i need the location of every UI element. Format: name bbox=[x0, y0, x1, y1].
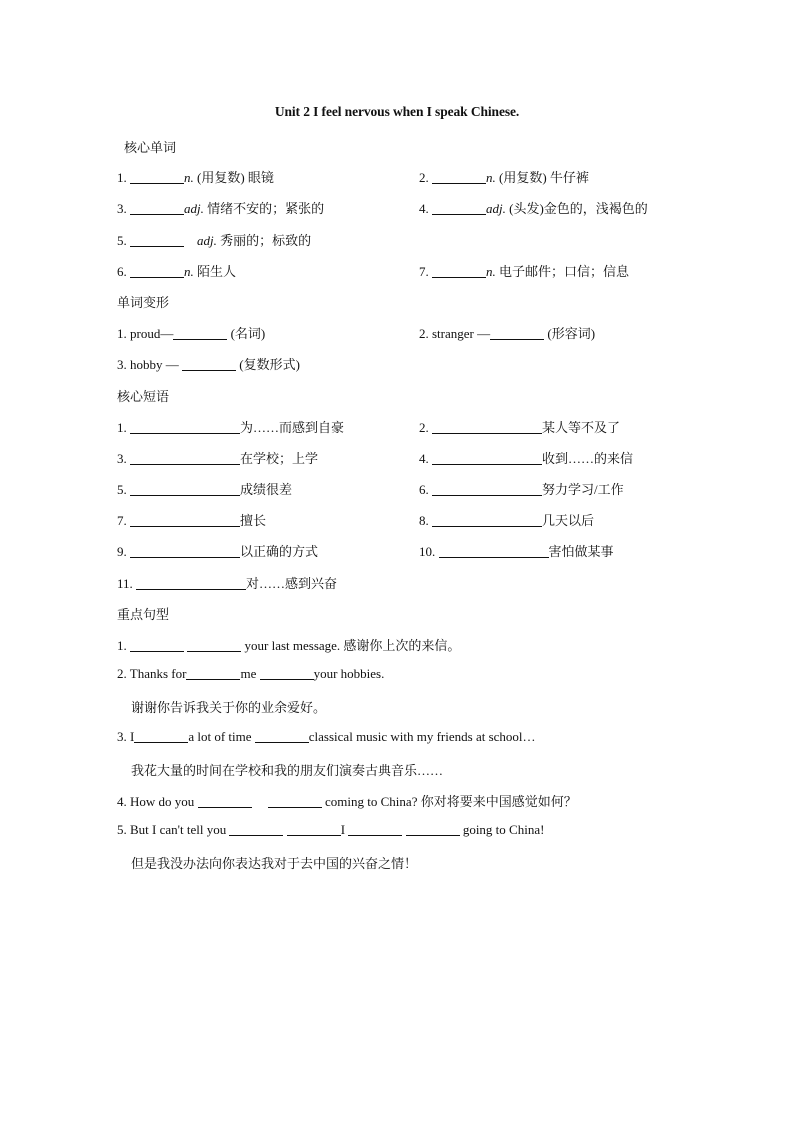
answer-blank[interactable] bbox=[130, 638, 184, 652]
sentence-5-translation: 但是我没办法向你表达我对于去中国的兴奋之情！ bbox=[131, 856, 418, 871]
answer-blank[interactable] bbox=[130, 233, 184, 247]
answer-blank[interactable] bbox=[130, 420, 240, 434]
answer-blank[interactable] bbox=[130, 544, 240, 558]
form-item-3: 3. hobby — (复数形式) bbox=[117, 357, 300, 372]
phrase-item-8: 8. 几天以后 bbox=[419, 513, 595, 528]
sentence-3: 3. I a lot of time classical music with my friends at school… bbox=[117, 729, 536, 744]
word-item-5: 5. adj. 秀丽的；标致的 bbox=[117, 233, 312, 248]
phrase-row-1 bbox=[0, 417, 794, 437]
phrase-item-7: 7. 擅长 bbox=[117, 513, 267, 528]
answer-blank[interactable] bbox=[198, 794, 252, 808]
word-row-3 bbox=[0, 230, 794, 250]
answer-blank[interactable] bbox=[268, 794, 322, 808]
answer-blank[interactable] bbox=[432, 451, 542, 465]
phrase-item-10: 10. 害怕做某事 bbox=[419, 544, 614, 559]
answer-blank[interactable] bbox=[130, 264, 184, 278]
answer-blank[interactable] bbox=[432, 170, 486, 184]
section-heading-sentences: 重点句型 bbox=[117, 607, 170, 622]
phrase-item-3: 3. 在学校；上学 bbox=[117, 451, 319, 466]
word-row-4 bbox=[0, 261, 794, 281]
page-title: Unit 2 I feel nervous when I speak Chinese. bbox=[274, 104, 520, 119]
answer-blank[interactable] bbox=[260, 666, 314, 680]
answer-blank[interactable] bbox=[439, 544, 549, 558]
phrase-item-11: 11. 对……感到兴奋 bbox=[117, 576, 338, 591]
answer-blank[interactable] bbox=[187, 638, 241, 652]
answer-blank[interactable] bbox=[432, 264, 486, 278]
answer-blank[interactable] bbox=[432, 201, 486, 215]
phrase-row-6 bbox=[0, 573, 794, 593]
phrase-item-9: 9. 以正确的方式 bbox=[117, 544, 319, 559]
word-item-7: 7. n. 电子邮件；口信；信息 bbox=[419, 264, 630, 279]
sentence-2: 2. Thanks for me your hobbies. bbox=[117, 666, 385, 681]
sentence-2-translation: 谢谢你告诉我关于你的业余爱好。 bbox=[131, 700, 327, 715]
answer-blank[interactable] bbox=[490, 326, 544, 340]
form-item-1: 1. proud— (名词) bbox=[117, 326, 266, 341]
word-item-4: 4. adj. (头发)金色的，浅褐色的 bbox=[419, 201, 648, 216]
section-heading-forms: 单词变形 bbox=[117, 295, 170, 310]
section-heading-phrases: 核心短语 bbox=[117, 389, 170, 404]
sentence-5: 5. But I can't tell you I going to China! bbox=[117, 822, 545, 837]
word-item-3: 3. adj. 情绪不安的；紧张的 bbox=[117, 201, 325, 216]
phrase-item-2: 2. 某人等不及了 bbox=[419, 420, 621, 435]
answer-blank[interactable] bbox=[406, 822, 460, 836]
phrase-row-3 bbox=[0, 479, 794, 499]
answer-blank[interactable] bbox=[173, 326, 227, 340]
answer-blank[interactable] bbox=[182, 357, 236, 371]
answer-blank[interactable] bbox=[255, 729, 309, 743]
word-row-2 bbox=[0, 198, 794, 218]
section-heading-words: 核心单词 bbox=[124, 140, 177, 155]
answer-blank[interactable] bbox=[136, 576, 246, 590]
phrase-item-1: 1. 为……而感到自豪 bbox=[117, 420, 345, 435]
sentence-1: 1. your last message. 感谢你上次的来信。 bbox=[117, 638, 461, 653]
phrase-row-2 bbox=[0, 448, 794, 468]
sentence-4: 4. How do you coming to China? 你对将要来中国感觉如何？ bbox=[117, 794, 577, 809]
form-item-2: 2. stranger — (形容词) bbox=[419, 326, 596, 341]
phrase-row-5 bbox=[0, 541, 794, 561]
form-row-2 bbox=[0, 354, 794, 374]
answer-blank[interactable] bbox=[432, 420, 542, 434]
word-item-1: 1. n. (用复数) 眼镜 bbox=[117, 170, 274, 185]
answer-blank[interactable] bbox=[130, 513, 240, 527]
answer-blank[interactable] bbox=[130, 451, 240, 465]
answer-blank[interactable] bbox=[432, 482, 542, 496]
phrase-item-4: 4. 收到……的来信 bbox=[419, 451, 634, 466]
answer-blank[interactable] bbox=[229, 822, 283, 836]
word-item-6: 6. n. 陌生人 bbox=[117, 264, 237, 279]
answer-blank[interactable] bbox=[130, 482, 240, 496]
word-row-1 bbox=[0, 167, 794, 187]
answer-blank[interactable] bbox=[130, 170, 184, 184]
answer-blank[interactable] bbox=[432, 513, 542, 527]
answer-blank[interactable] bbox=[130, 201, 184, 215]
answer-blank[interactable] bbox=[186, 666, 240, 680]
form-row-1 bbox=[0, 323, 794, 343]
phrase-item-6: 6. 努力学习/工作 bbox=[419, 482, 624, 497]
answer-blank[interactable] bbox=[134, 729, 188, 743]
sentence-3-translation: 我花大量的时间在学校和我的朋友们演奏古典音乐…… bbox=[131, 763, 444, 778]
answer-blank[interactable] bbox=[348, 822, 402, 836]
phrase-row-4 bbox=[0, 510, 794, 530]
answer-blank[interactable] bbox=[287, 822, 341, 836]
phrase-item-5: 5. 成绩很差 bbox=[117, 482, 293, 497]
word-item-2: 2. n. (用复数) 牛仔裤 bbox=[419, 170, 589, 185]
